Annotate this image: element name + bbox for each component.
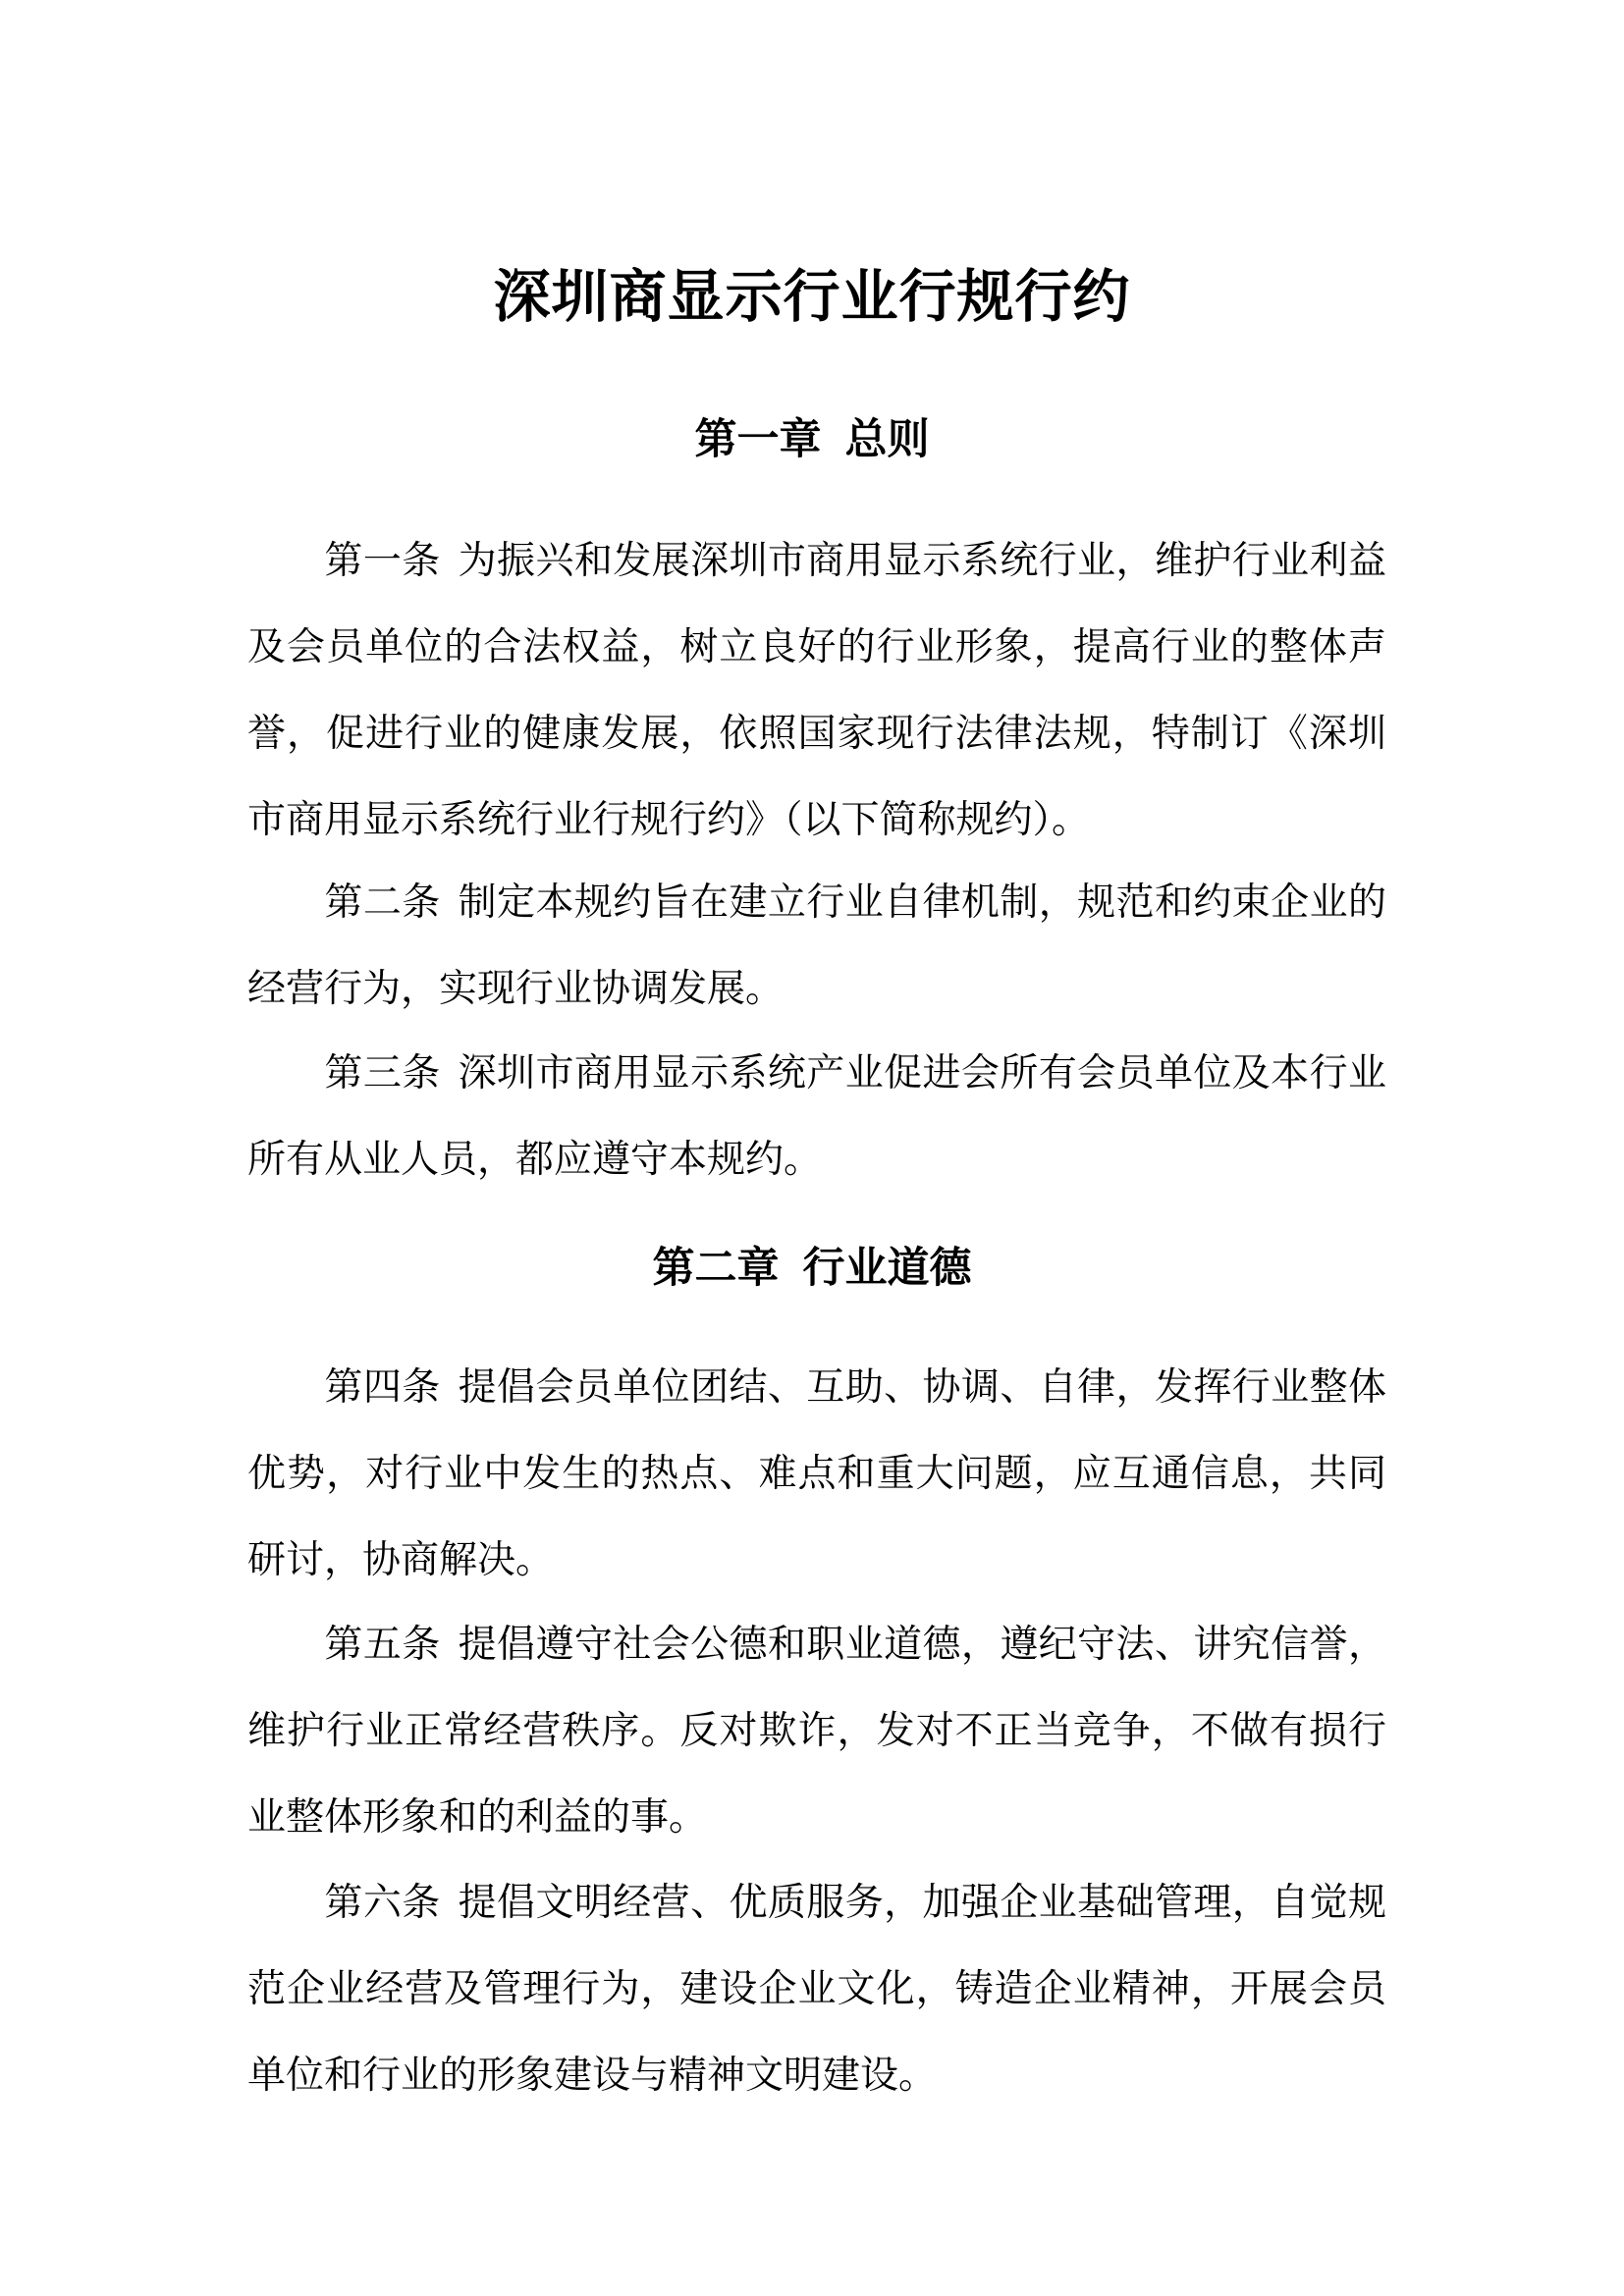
article-text: 制定本规约旨在建立行业自律机制，规范和约束企业的经营行为，实现行业协调发展。 bbox=[247, 881, 1386, 1011]
article-text: 深圳市商用显示系统产业促进会所有会员单位及本行业所有从业人员，都应遵守本规约。 bbox=[247, 1051, 1386, 1182]
article-paragraph bbox=[247, 518, 1386, 864]
chapter-number: 第一章 bbox=[694, 415, 822, 464]
article-number: 第四条 bbox=[324, 1365, 441, 1410]
article-paragraph bbox=[247, 1602, 1386, 1861]
article-text: 提倡会员单位团结、互助、协调、自律，发挥行业整体优势，对行业中发生的热点、难点和重大问题，应互通信息，共同研讨，协商解决。 bbox=[247, 1365, 1386, 1582]
article-number: 第五条 bbox=[324, 1623, 441, 1667]
document-title: 深圳商显示行业行规行约 bbox=[493, 263, 1131, 330]
article-paragraph bbox=[247, 1031, 1386, 1203]
article-number: 第六条 bbox=[324, 1881, 441, 1925]
chapter-heading bbox=[0, 1239, 1624, 1298]
article-text: 提倡文明经营、优质服务，加强企业基础管理，自觉规范企业经营及管理行为，建设企业文化，铸造企业精神，开展会员单位和行业的形象建设与精神文明建设。 bbox=[247, 1881, 1386, 2098]
chapter-heading bbox=[0, 410, 1624, 469]
chapter-name: 总则 bbox=[844, 415, 930, 464]
article-paragraph bbox=[247, 860, 1386, 1033]
article-number: 第三条 bbox=[324, 1051, 441, 1095]
article-paragraph bbox=[247, 1860, 1386, 2119]
chapter-number: 第二章 bbox=[652, 1244, 780, 1293]
article-text: 为振兴和发展深圳市商用显示系统行业，维护行业利益及会员单位的合法权益，树立良好的行业形象，提高行业的整体声誉，促进行业的健康发展，依照国家现行法律法规，特制订《深圳市商用显示系统行业行规行约》（以下简称规约）。 bbox=[247, 539, 1386, 842]
article-number: 第一条 bbox=[324, 539, 441, 583]
article-paragraph bbox=[247, 1345, 1386, 1604]
chapter-name: 行业道德 bbox=[802, 1244, 972, 1293]
article-number: 第二条 bbox=[324, 881, 441, 925]
article-text: 提倡遵守社会公德和职业道德，遵纪守法、讲究信誉，维护行业正常经营秩序。反对欺诈，发对不正当竞争，不做有损行业整体形象和的利益的事。 bbox=[247, 1623, 1386, 1840]
